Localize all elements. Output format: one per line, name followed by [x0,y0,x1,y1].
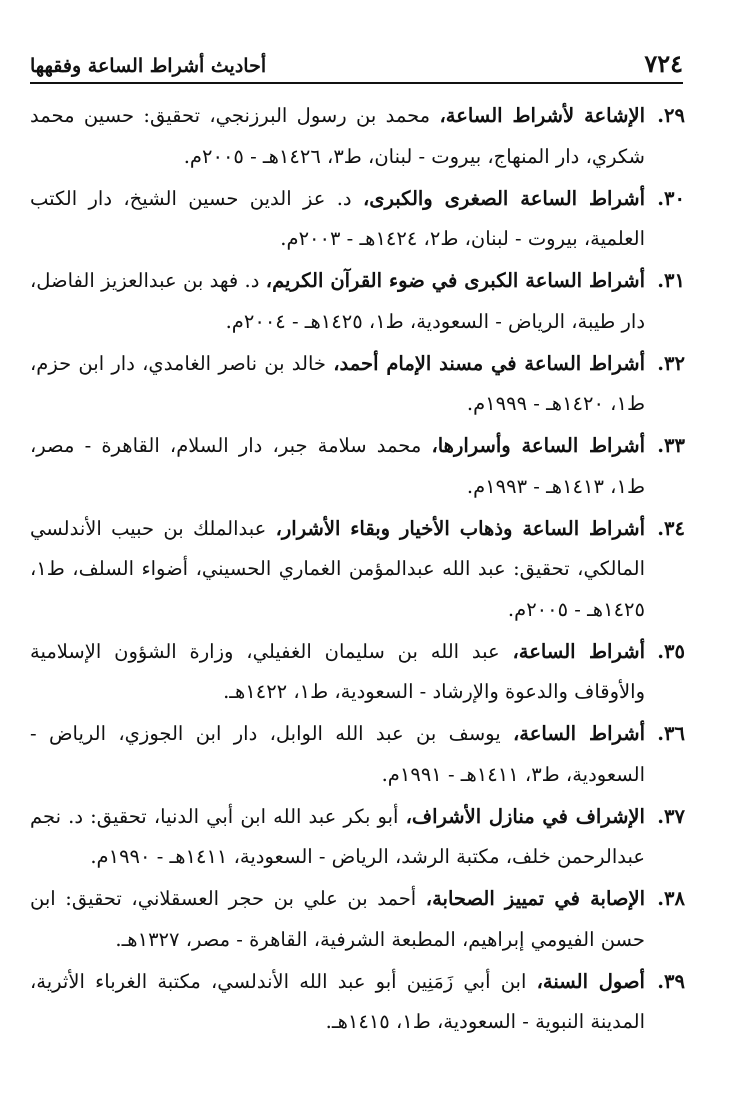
entry-title: أشراط الساعة الصغرى والكبرى، [362,186,645,210]
entry-number: ٣٨. [657,887,685,910]
entry-title: أشراط الساعة في مسند الإمام أحمد، [333,351,645,375]
entry-text: أبو بكر عبد الله ابن أبي الدنيا، تحقيق: د. نجم عبدالرحمن خلف، مكتبة الرشد، الرياض - السعودية، ١٤١١هـ - ١٩٩٠م. [30,804,645,868]
entry-text: أحمد بن علي بن حجر العسقلاني، تحقيق: ابن حسن الفيومي إبراهيم، المطبعة الشرفية، القاهرة - مصر، ١٣٢٧هـ. [30,887,645,951]
entry-text: يوسف بن عبد الله الوابل، دار ابن الجوزي، الرياض - السعودية، ط٣، ١٤١١هـ - ١٩٩١م. [30,722,645,786]
entry-text: محمد بن رسول البرزنجي، تحقيق: حسين محمد شكري، دار المنهاج، بيروت - لبنان، ط٣، ١٤٢٦هـ - ٢٠٠٥م. [30,104,645,168]
page-header [30,40,683,76]
entry-text: عبدالملك بن حبيب الأندلسي المالكي، تحقيق: عبد الله عبدالمؤمن الغماري الحسيني، أضواء السلف، ط١، ١٤٢٥هـ - ٢٠٠٥م. [30,516,645,621]
entry-title: أشراط الساعة وأسرارها، [431,434,645,457]
bibliography-entry [30,714,685,795]
entry-title: الإشراف في منازل الأشراف، [405,804,645,828]
entry-title: أشراط الساعة الكبرى في ضوء القرآن الكريم، [265,269,645,292]
entry-title: أصول السنة، [536,969,645,993]
entry-text: محمد سلامة جبر، دار السلام، القاهرة - مصر، ط١، ١٤١٣هـ - ١٩٩٣م. [30,434,645,498]
bibliography-entry [30,344,685,425]
bibliography-entry [30,509,685,631]
bibliography-entry [30,797,685,878]
bibliography-entry [30,96,685,177]
entry-number: ٣١. [657,269,685,292]
entry-text: د. فهد بن عبدالعزيز الفاضل، دار طيبة، الرياض - السعودية، ط١، ١٤٢٥هـ - ٢٠٠٤م. [30,269,645,333]
entry-number: ٢٩. [657,104,685,127]
entry-number: ٣٦. [657,722,685,745]
bibliography-entry [30,879,685,960]
entry-text: د. عز الدين حسين الشيخ، دار الكتب العلمية، بيروت - لبنان، ط٢، ١٤٢٤هـ - ٢٠٠٣م. [30,186,645,250]
entry-number: ٣٠. [657,186,685,210]
entry-text: عبد الله بن سليمان الغفيلي، وزارة الشؤون الإسلامية والأوقاف والدعوة والإرشاد - السعودية، ط١، ١٤٢٢هـ. [30,639,645,703]
entry-title: أشراط الساعة وذهاب الأخيار وبقاء الأشرار، [275,516,645,540]
entry-title: أشراط الساعة، [512,639,645,663]
bibliography-entry [30,179,685,260]
entry-number: ٣٣. [657,434,685,457]
bibliography-list [30,96,685,1044]
entry-title: الإشاعة لأشراط الساعة، [439,104,645,127]
entry-title: أشراط الساعة، [513,722,646,745]
entry-number: ٣٩. [657,969,685,993]
bibliography-entry [30,261,685,342]
bibliography-entry [30,962,685,1043]
running-title: أحاديث أشراط الساعة وفقهها [30,55,267,77]
header-rule [30,82,683,84]
page-number: ٧٢٤ [644,49,683,78]
entry-number: ٣٤. [657,516,685,540]
bibliography-entry [30,426,685,507]
bibliography-entry [30,632,685,713]
entry-number: ٣٥. [657,639,685,663]
entry-text: ابن أبي زَمَنِين أبو عبد الله الأندلسي، مكتبة الغرباء الأثرية، المدينة النبوية - السعودية، ط١، ١٤١٥هـ. [30,969,645,1033]
entry-text: خالد بن ناصر الغامدي، دار ابن حزم، ط١، ١٤٢٠هـ - ١٩٩٩م. [30,351,645,415]
entry-title: الإصابة في تمييز الصحابة، [425,887,645,910]
entry-number: ٣٢. [657,351,685,375]
entry-number: ٣٧. [657,804,685,828]
